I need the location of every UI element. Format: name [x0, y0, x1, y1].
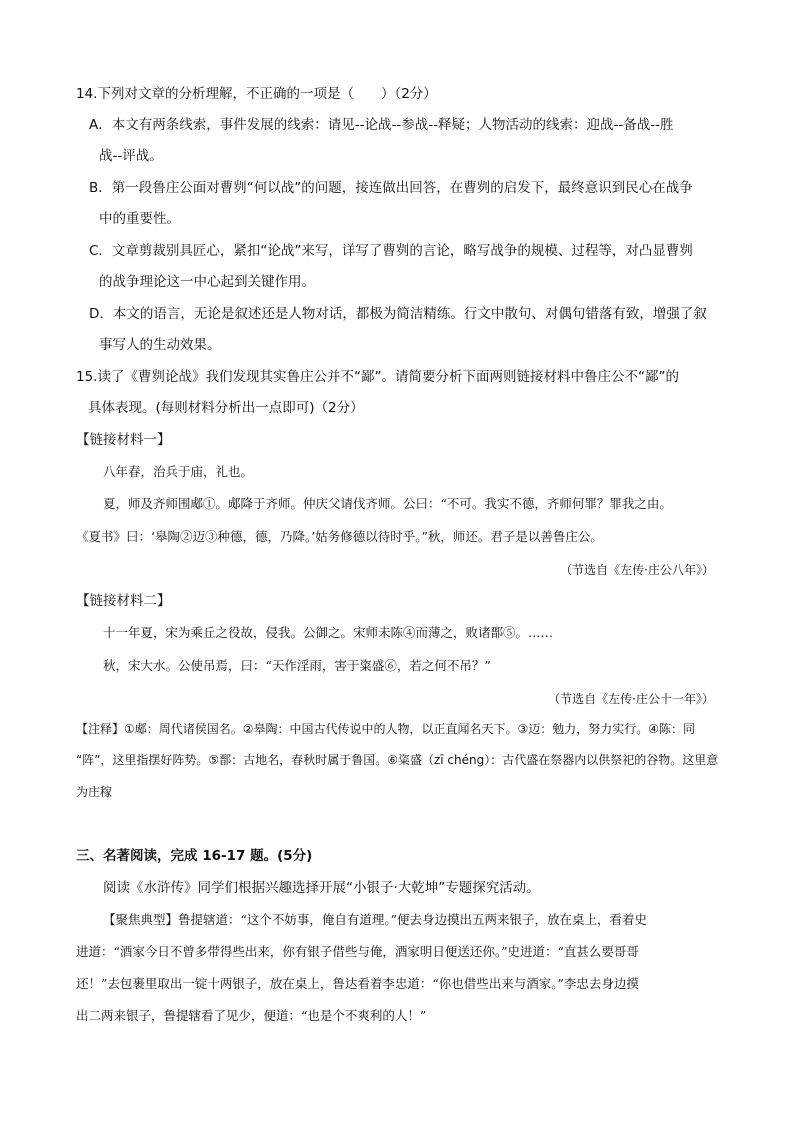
q14-option-b-line1: B．第一段鲁庄公面对曹刿“何以战”的问题，接连做出回答，在曹刿的启发下，最终意识到民心在战争	[89, 180, 693, 196]
q14-option-c-line1: C．文章剪裁别具匠心，紧扣“论战”来写，详写了曹刿的言论，略写战争的规模、过程等，对凸显曹刿	[89, 243, 693, 259]
material2-source: （节选自《左传·庄公十一年》）	[548, 692, 714, 706]
q14-option-c-line2: 的战争理论这一中心起到关键作用。	[99, 274, 315, 290]
notes-line1: 【注释】①郕：周代诸侯国名。②皋陶：中国古代传说中的人物，以正直闻名天下。③迈：勉力，努力实行。④陈：同	[76, 722, 696, 736]
q14-option-b-line2: 中的重要性。	[99, 211, 180, 227]
material1-source: （节选自《左传·庄公八年》）	[560, 563, 714, 577]
material1-heading: 【链接材料一】	[76, 432, 171, 448]
notes-line2: “阵”，这里指摆好阵势。⑤鄑：古地名，春秋时属于鲁国。⑥粢盛（zī chéng）：古代盛在祭器内以供祭祀的谷物。这里意	[76, 753, 719, 767]
material1-line1: 八年春，治兵于庙，礼也。	[103, 464, 254, 479]
q14-option-d-line1: D．本文的语言，无论是叙述还是人物对话，都极为简洁精练。行文中散句、对偶句错落有致，增强了叙	[89, 306, 707, 322]
material2-line2: 秋，宋大水。公使吊焉，曰：“天作淫雨，害于粢盛⑥，若之何不吊？”	[103, 658, 491, 673]
section3-passage-line2: 进道：“酒家今日不曾多带得些出来，你有银子借些与俺，酒家明日便送还你。”史进道：“直甚么要哥哥	[76, 944, 639, 959]
section3-passage-line4: 出二两来银子，鲁提辖看了见少，便道：“也是个不爽利的人！”	[76, 1008, 427, 1023]
material1-line3: 《夏书》曰：‘皋陶②迈③种德，德，乃降。’姑务修德以待时乎。”秋，师还。君子是以善鲁庄公。	[76, 529, 603, 544]
section3-title: 三、名著阅读，完成 16-17 题。(5分)	[76, 848, 313, 864]
q14-option-a-line1: A．本文有两条线索，事件发展的线索：请见--论战--参战--释疑；人物活动的线索：迎战--备战--胜	[89, 117, 674, 133]
q15-stem-line2: 具体表现。(每则材料分析出一点即可)（2分）	[88, 400, 364, 416]
q14-option-d-line2: 事写人的生动效果。	[99, 337, 221, 353]
material2-heading: 【链接材料二】	[76, 593, 171, 609]
section3-passage-line1: 【聚焦典型】鲁提辖道：“这个不妨事，俺自有道理。”便去身边摸出五两来银子，放在桌上，看着史	[103, 912, 648, 927]
q15-stem-line1: 15.读了《曹刿论战》我们发现其实鲁庄公并不“鄙”。请简要分析下面两则链接材料中鲁庄公不“鄙”的	[76, 369, 679, 385]
notes-line3: 为庄稼	[76, 785, 113, 799]
section3-passage-line3: 还！”去包裹里取出一锭十两银子，放在桌上，鲁达看着李忠道：“你也借些出来与酒家。”李忠去身边摸	[76, 976, 639, 991]
material1-line2: 夏，师及齐师围郕①。郕降于齐师。仲庆父请伐齐师。公曰：“不可。我实不德，齐师何罪？罪我之由。	[103, 496, 672, 511]
q14-stem: 14.下列对文章的分析理解，不正确的一项是（ ）（2分）	[76, 86, 437, 102]
q14-option-a-line2: 战--评战。	[99, 148, 163, 164]
material2-line1: 十一年夏，宋为乘丘之役故，侵我。公御之。宋师未陈④而薄之，败诸鄑⑤。……	[103, 625, 554, 640]
section3-intro: 阅读《水浒传》同学们根据兴趣选择开展“小银子·大乾坤”专题探究活动。	[103, 880, 540, 896]
